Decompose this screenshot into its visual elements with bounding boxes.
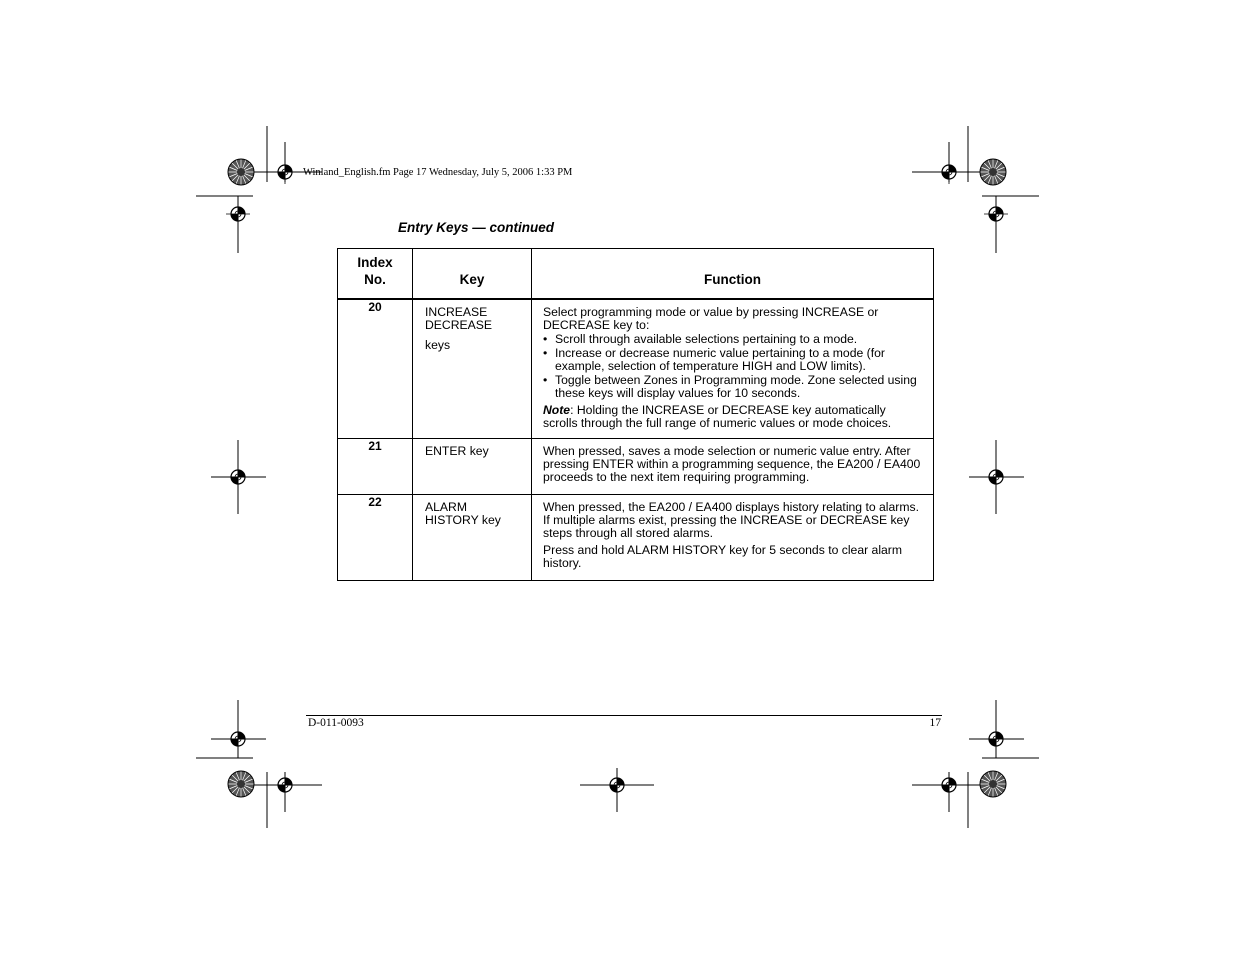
note-text: : Holding the INCREASE or DECREASE key automatically scrolls through the full range of numeric values or mode choices.	[543, 402, 892, 430]
header-function: Function	[532, 249, 934, 299]
key-line: HISTORY key	[425, 513, 501, 527]
function-text: When pressed, saves a mode selection or numeric value entry. After pressing ENTER within a programming sequence, the EA200 / EA400 proceeds to the next item requiring programming.	[543, 444, 921, 484]
bullet-glyph: •	[543, 345, 548, 360]
header-key: Key	[413, 249, 532, 299]
function-text: When pressed, the EA200 / EA400 displays history relating to alarms. If multiple alarms exist, pressing the INCREASE or DECREASE key steps through all stored alarms.	[543, 500, 919, 540]
bullet-glyph: •	[543, 331, 548, 346]
key-line: DECREASE	[425, 317, 493, 332]
key-line: ALARM	[425, 500, 467, 514]
section-title: Entry Keys — continued	[398, 220, 555, 235]
key-line: INCREASE	[425, 304, 488, 319]
bullet-glyph: •	[543, 372, 548, 387]
row-index: 21	[338, 439, 413, 495]
row-index: 22	[338, 495, 413, 581]
bullet-text: Increase or decrease numeric value pertaining to a mode (for example, selection of temperature HIGH and LOW limits).	[555, 345, 885, 373]
function-text-2: Press and hold ALARM HISTORY key for 5 seconds to clear alarm history.	[543, 543, 903, 570]
print-header: Winland_English.fm Page 17 Wednesday, July 5, 2006 1:33 PM	[303, 167, 573, 178]
bullet-text: Scroll through available selections pertaining to a mode.	[555, 331, 858, 346]
function-intro: Select programming mode or value by pressing INCREASE or DECREASE key to:	[543, 304, 879, 332]
header-index-line1: Index	[357, 254, 393, 270]
doc-code: D-011-0093	[308, 717, 364, 729]
key-extra: keys	[425, 337, 451, 352]
page-number: 17	[929, 717, 941, 729]
key-line: ENTER key	[425, 444, 489, 458]
bullet-text: Toggle between Zones in Programming mode. Zone selected using these keys will display values for 10 seconds.	[555, 372, 917, 400]
header-index-line2: No.	[364, 271, 386, 287]
note-label: Note	[543, 402, 571, 417]
row-index: 20	[338, 299, 413, 439]
